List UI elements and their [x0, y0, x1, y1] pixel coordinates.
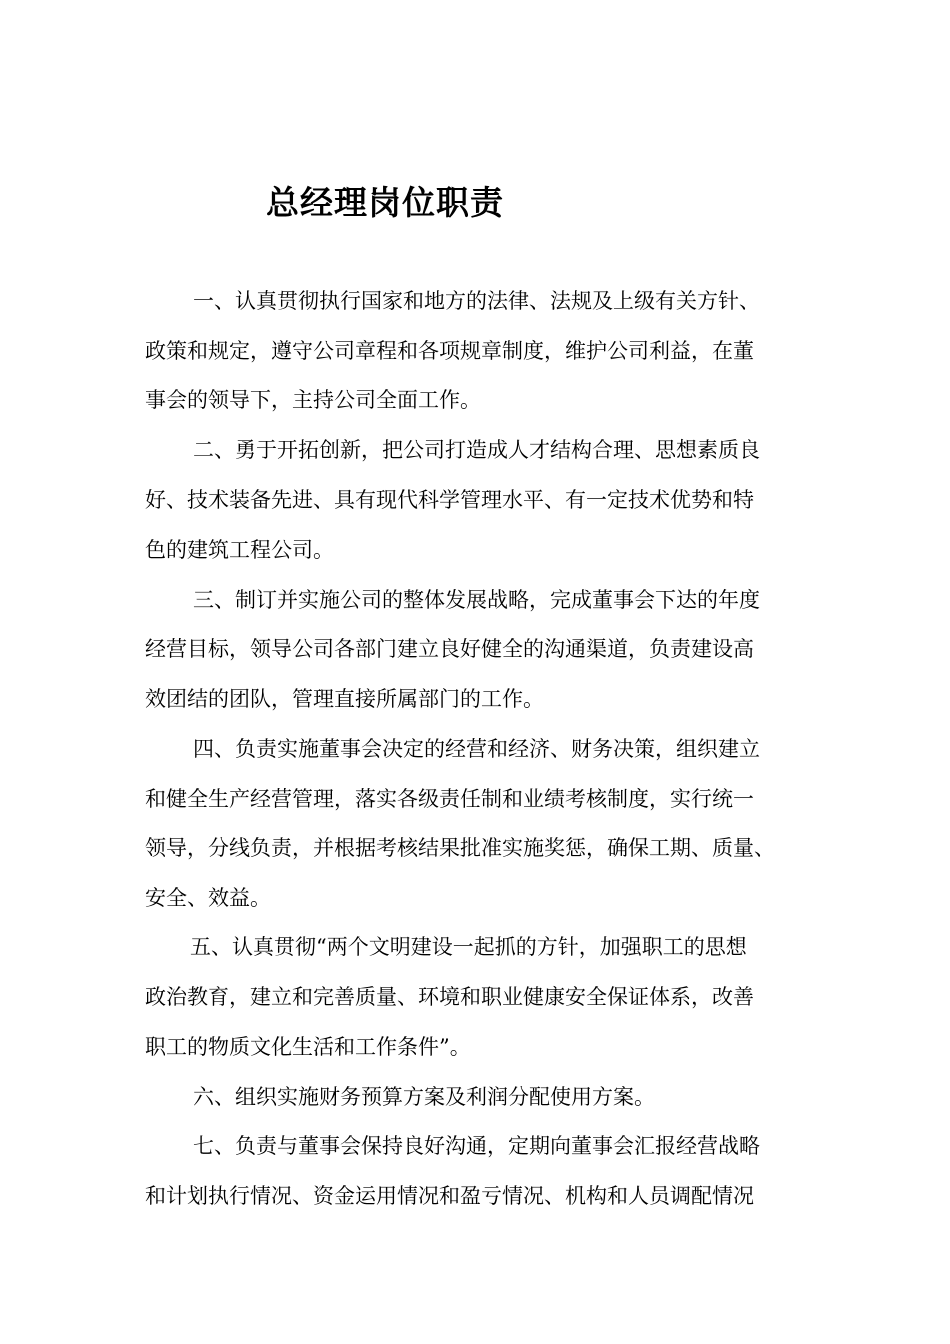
paragraph-1-line-3: 事会的领导下，主持公司全面工作。: [145, 388, 481, 412]
paragraph-7-line-2: 和计划执行情况、资金运用情况和盈亏情况、机构和人员调配情况: [145, 1184, 754, 1208]
paragraph-3-line-3: 效团结的团队，管理直接所属部门的工作。: [145, 687, 544, 711]
paragraph-5-line-2: 政治教育，建立和完善质量、环境和职业健康安全保证体系，改善: [145, 985, 754, 1009]
paragraph-4-line-2: 和健全生产经营管理，落实各级责任制和业绩考核制度，实行统一: [145, 787, 754, 811]
paragraph-4-line-4: 安全、效益。: [145, 886, 271, 910]
paragraph-3-line-1: 三、制订并实施公司的整体发展战略，完成董事会下达的年度: [193, 588, 760, 612]
paragraph-2-line-3: 色的建筑工程公司。: [145, 538, 334, 562]
paragraph-7-line-1: 七、负责与董事会保持良好沟通，定期向董事会汇报经营战略: [193, 1134, 760, 1158]
paragraph-2-line-1: 二、勇于开拓创新，把公司打造成人才结构合理、思想素质良: [193, 438, 760, 462]
document-title: 总经理岗位职责: [266, 183, 504, 222]
paragraph-1-line-1: 一、认真贯彻执行国家和地方的法律、法规及上级有关方针、: [193, 289, 760, 313]
paragraph-6-line-1: 六、组织实施财务预算方案及利润分配使用方案。: [193, 1085, 655, 1109]
paragraph-4-line-1: 四、负责实施董事会决定的经营和经济、财务决策，组织建立: [193, 737, 760, 761]
paragraph-1-line-2: 政策和规定，遵守公司章程和各项规章制度，维护公司利益，在董: [145, 339, 754, 363]
paragraph-5-line-3: 职工的物质文化生活和工作条件”。: [145, 1035, 471, 1059]
paragraph-4-line-3: 领导，分线负责，并根据考核结果批准实施奖惩，确保工期、质量、: [145, 836, 775, 860]
paragraph-5-line-1: 五、认真贯彻“两个文明建设一起抓的方针，加强职工的思想: [190, 935, 747, 959]
paragraph-2-line-2: 好、技术装备先进、具有现代科学管理水平、有一定技术优势和特: [145, 488, 754, 512]
paragraph-3-line-2: 经营目标，领导公司各部门建立良好健全的沟通渠道，负责建设高: [145, 637, 754, 661]
